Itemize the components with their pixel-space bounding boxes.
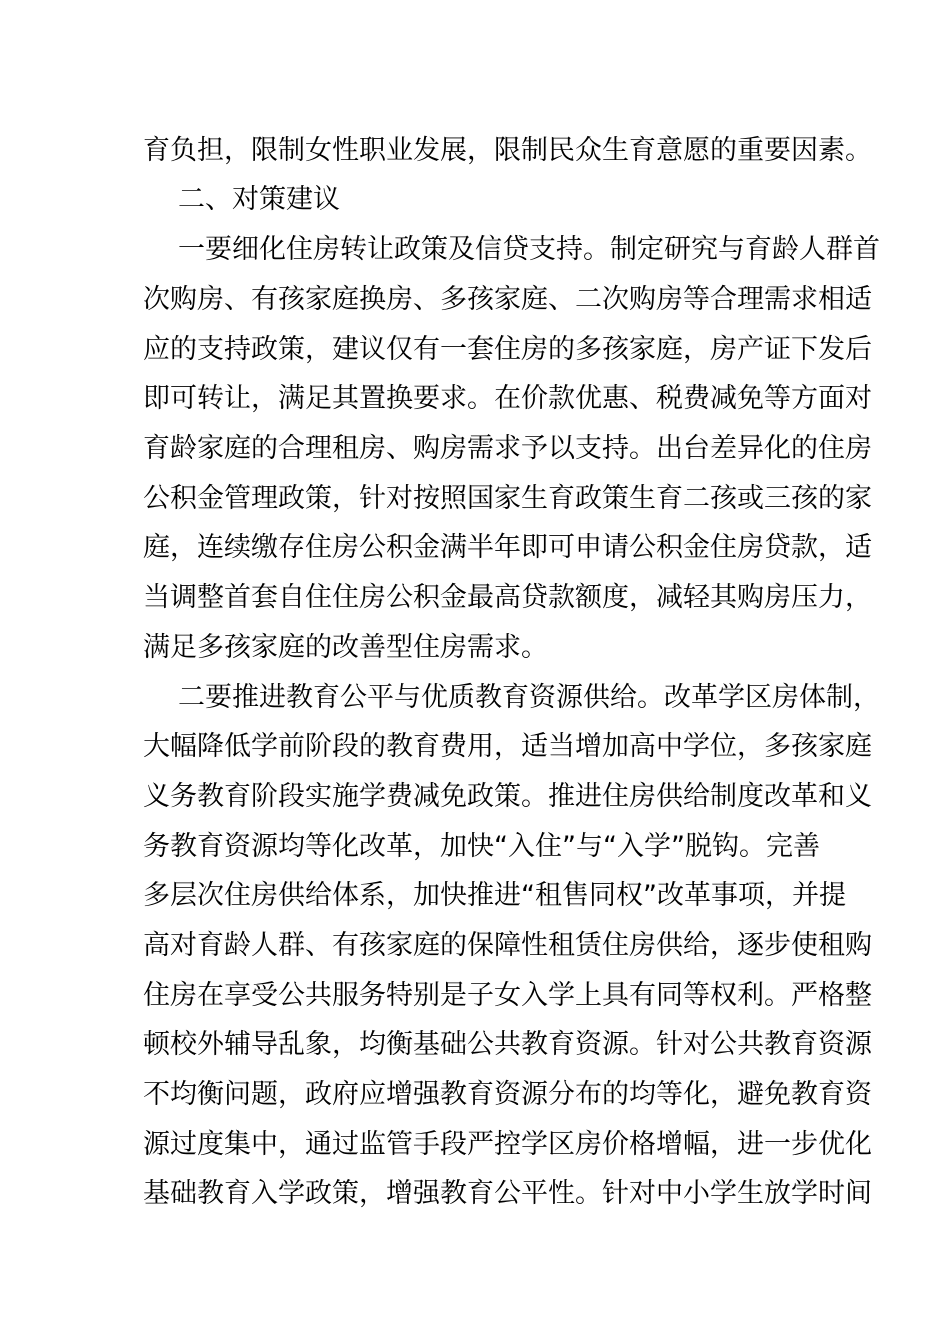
text-line-1: 育负担，限制女性职业发展，限制民众生育意愿的重要因素。: [143, 135, 872, 166]
text-line-9: 庭，连续缴存住房公积金满半年即可申请公积金住房贷款，适: [143, 532, 872, 563]
text-line-18: 住房在享受公共服务特别是子女入学上具有同等权利。严格整: [143, 980, 872, 1011]
text-line-7: 育龄家庭的合理租房、购房需求予以支持。出台差异化的住房: [143, 433, 872, 464]
text-line-17: 高对育龄人群、有孩家庭的保障性租赁住房供给，逐步使租购: [143, 930, 872, 961]
text-line-15: 务教育资源均等化改革，加快“入住”与“入学”脱钩。完善: [143, 831, 820, 862]
section-heading: 二、对策建议: [178, 184, 340, 215]
text-line-21: 源过度集中，通过监管手段严控学区房价格增幅，进一步优化: [143, 1129, 872, 1160]
text-line-22: 基础教育入学政策，增强教育公平性。针对中小学生放学时间: [143, 1178, 872, 1209]
text-line-20: 不均衡问题，政府应增强教育资源分布的均等化，避免教育资: [143, 1079, 872, 1110]
text-line-10: 当调整首套自住住房公积金最高贷款额度，减轻其购房压力，: [143, 582, 872, 613]
text-line-14: 义务教育阶段实施学费减免政策。推进住房供给制度改革和义: [143, 781, 872, 812]
text-line-4: 次购房、有孩家庭换房、多孩家庭、二次购房等合理需求相适: [143, 284, 872, 315]
text-line-19: 顿校外辅导乱象，均衡基础公共教育资源。针对公共教育资源: [143, 1029, 872, 1060]
text-line-13: 大幅降低学前阶段的教育费用，适当增加高中学位，多孩家庭: [143, 731, 872, 762]
text-line-6: 即可转让，满足其置换要求。在价款优惠、税费减免等方面对: [143, 383, 872, 414]
text-line-12: 二要推进教育公平与优质教育资源供给。改革学区房体制，: [178, 682, 880, 713]
text-line-5: 应的支持政策，建议仅有一套住房的多孩家庭，房产证下发后: [143, 334, 872, 365]
text-line-3: 一要细化住房转让政策及信贷支持。制定研究与育龄人群首: [178, 234, 880, 265]
text-line-16: 多层次住房供给体系，加快推进“租售同权”改革事项，并提: [143, 880, 846, 911]
text-line-8: 公积金管理政策，针对按照国家生育政策生育二孩或三孩的家: [143, 483, 872, 514]
text-line-11: 满足多孩家庭的改善型住房需求。: [143, 632, 548, 663]
